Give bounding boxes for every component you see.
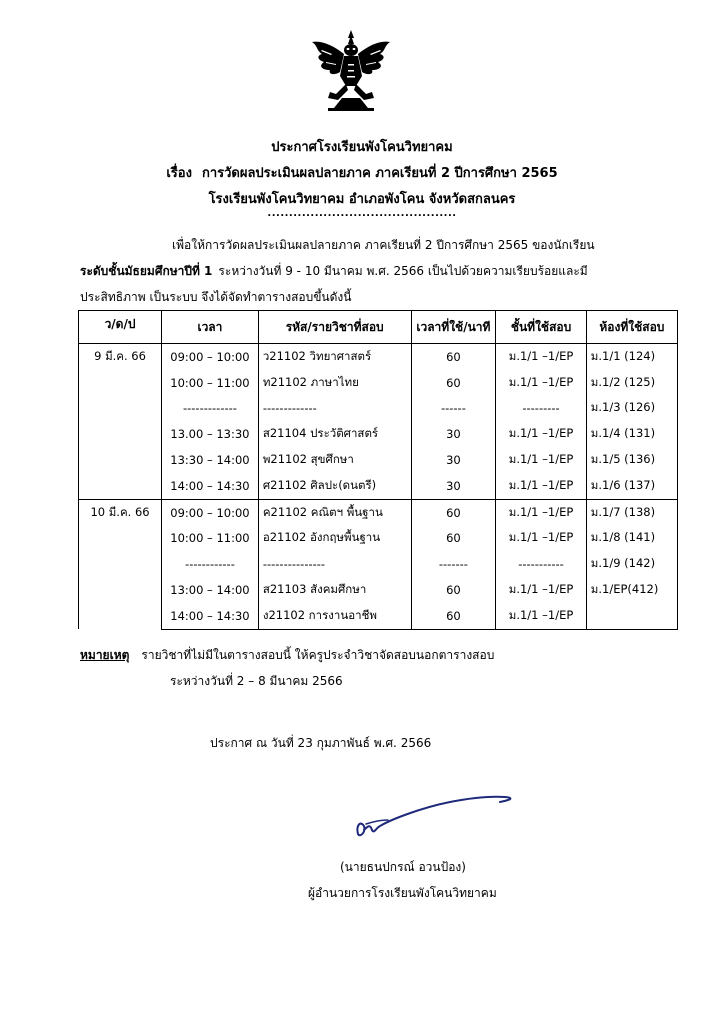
- time-cell: 10:00 – 11:00: [162, 526, 259, 552]
- announcement-subject: [0, 162, 724, 183]
- minutes-cell: 60: [411, 499, 496, 525]
- remark-label: หมายเหตุ: [80, 648, 130, 662]
- signer-name: (นายธนปกรณ์ อวนป้อง): [340, 860, 466, 874]
- subject-cell: ค21102 คณิตฯ พื้นฐาน: [258, 499, 411, 525]
- table-row: [79, 577, 678, 603]
- table-row: [79, 421, 678, 447]
- level-cell: ม.1/1 –1/EP: [496, 344, 587, 370]
- subject-cell: ส21103 สังคมศึกษา: [258, 577, 411, 603]
- col-header-subject: รหัส/รายวิชาที่สอบ: [258, 311, 411, 344]
- room-cell: ม.1/3 (126): [586, 396, 677, 422]
- subject-cell: อ21102 อังกฤษพื้นฐาน: [258, 526, 411, 552]
- col-header-level: ชั้นที่ใช้สอบ: [496, 311, 587, 344]
- level-cell: ม.1/1 –1/EP: [496, 577, 587, 603]
- level-cell: ---------: [496, 396, 587, 422]
- subject-cell: ง21102 การงานอาชีพ: [258, 603, 411, 629]
- time-cell: 13:00 – 14:00: [162, 577, 259, 603]
- time-cell: 09:00 – 10:00: [162, 344, 259, 370]
- exam-dates: ระหว่างวันที่ 9 - 10 มีนาคม พ.ศ. 2566 เป็นไปด้วยความเรียบร้อยและมี: [218, 264, 588, 278]
- room-cell: ม.1/6 (137): [586, 473, 677, 499]
- minutes-cell: 60: [411, 370, 496, 396]
- announcement-title: ประกาศโรงเรียนพังโคนวิทยาคม: [271, 140, 453, 155]
- level-cell: ม.1/1 –1/EP: [496, 499, 587, 525]
- level-cell: -----------: [496, 551, 587, 577]
- table-row: [79, 499, 678, 525]
- table-row: [79, 396, 678, 422]
- minutes-cell: -------: [411, 551, 496, 577]
- col-header-time: เวลา: [162, 311, 259, 344]
- remark-text: รายวิชาที่ไม่มีในตารางสอบนี้ ให้ครูประจำวิชาจัดสอบนอกตารางสอบ: [141, 648, 495, 662]
- intro-line-3: ประสิทธิภาพ เป็นระบบ จึงได้จัดทำตารางสอบขึ้นดังนี้: [80, 290, 352, 304]
- room-cell: ม.1/5 (136): [586, 447, 677, 473]
- minutes-cell: 30: [411, 473, 496, 499]
- subject-cell: ศ21102 ศิลปะ(ดนตรี): [258, 473, 411, 499]
- time-cell: ------------: [162, 551, 259, 577]
- time-cell: -------------: [162, 396, 259, 422]
- minutes-cell: 60: [411, 577, 496, 603]
- col-header-date: ว/ด/ป: [79, 311, 162, 344]
- remark-dates: ระหว่างวันที่ 2 – 8 มีนาคม 2566: [170, 674, 343, 688]
- table-row: [79, 473, 678, 499]
- minutes-cell: 60: [411, 603, 496, 629]
- date-cell: 9 มี.ค. 66: [79, 344, 162, 500]
- dotted-divider: ............................................: [267, 208, 457, 219]
- exam-schedule-table: [78, 310, 678, 630]
- room-cell: [586, 603, 677, 629]
- minutes-cell: 30: [411, 421, 496, 447]
- date-cell: 10 มี.ค. 66: [79, 499, 162, 629]
- minutes-cell: ------: [411, 396, 496, 422]
- subject-cell: พ21102 สุขศึกษา: [258, 447, 411, 473]
- remark: [80, 646, 494, 665]
- table-row: [79, 447, 678, 473]
- intro-line-2: [80, 262, 588, 281]
- table-row: [79, 526, 678, 552]
- table-row: [79, 370, 678, 396]
- room-cell: ม.1/7 (138): [586, 499, 677, 525]
- handwritten-signature: [300, 780, 530, 850]
- time-cell: 14:00 – 14:30: [162, 473, 259, 499]
- table-row: [79, 551, 678, 577]
- table-header-row: [79, 311, 678, 344]
- time-cell: 09:00 – 10:00: [162, 499, 259, 525]
- level-cell: ม.1/1 –1/EP: [496, 473, 587, 499]
- garuda-emblem-icon: [308, 28, 394, 114]
- room-cell: ม.1/8 (141): [586, 526, 677, 552]
- subject-cell: ---------------: [258, 551, 411, 577]
- grade-level: ระดับชั้นมัธยมศึกษาปีที่ 1: [80, 264, 213, 278]
- level-cell: ม.1/1 –1/EP: [496, 526, 587, 552]
- subject-cell: ว21102 วิทยาศาสตร์: [258, 344, 411, 370]
- minutes-cell: 30: [411, 447, 496, 473]
- table-row: [79, 603, 678, 629]
- time-cell: 13:30 – 14:00: [162, 447, 259, 473]
- subject-cell: ส21104 ประวัติศาสตร์: [258, 421, 411, 447]
- signer-position: ผู้อำนวยการโรงเรียนพังโคนวิทยาคม: [308, 886, 497, 900]
- intro-line-1: เพื่อให้การวัดผลประเมินผลปลายภาค ภาคเรียนที่ 2 ปีการศึกษา 2565 ของนักเรียน: [172, 238, 595, 252]
- minutes-cell: 60: [411, 344, 496, 370]
- time-cell: 13.00 – 13:30: [162, 421, 259, 447]
- announcement-date: ประกาศ ณ วันที่ 23 กุมภาพันธ์ พ.ศ. 2566: [210, 736, 432, 750]
- col-header-minutes: เวลาที่ใช้/นาที: [411, 311, 496, 344]
- subject-cell: ท21102 ภาษาไทย: [258, 370, 411, 396]
- subject-label: เรื่อง: [166, 166, 192, 181]
- level-cell: ม.1/1 –1/EP: [496, 603, 587, 629]
- level-cell: ม.1/1 –1/EP: [496, 421, 587, 447]
- time-cell: 14:00 – 14:30: [162, 603, 259, 629]
- school-location: โรงเรียนพังโคนวิทยาคม อำเภอพังโคน จังหวัดสกลนคร: [208, 192, 516, 207]
- room-cell: ม.1/1 (124): [586, 344, 677, 370]
- level-cell: ม.1/1 –1/EP: [496, 447, 587, 473]
- time-cell: 10:00 – 11:00: [162, 370, 259, 396]
- level-cell: ม.1/1 –1/EP: [496, 370, 587, 396]
- col-header-room: ห้องที่ใช้สอบ: [586, 311, 677, 344]
- table-row: [79, 344, 678, 370]
- room-cell: ม.1/9 (142): [586, 551, 677, 577]
- minutes-cell: 60: [411, 526, 496, 552]
- room-cell: ม.1/4 (131): [586, 421, 677, 447]
- room-cell: ม.1/EP(412): [586, 577, 677, 603]
- subject-cell: -------------: [258, 396, 411, 422]
- subject-text: การวัดผลประเมินผลปลายภาค ภาคเรียนที่ 2 ปีการศึกษา 2565: [201, 166, 558, 181]
- room-cell: ม.1/2 (125): [586, 370, 677, 396]
